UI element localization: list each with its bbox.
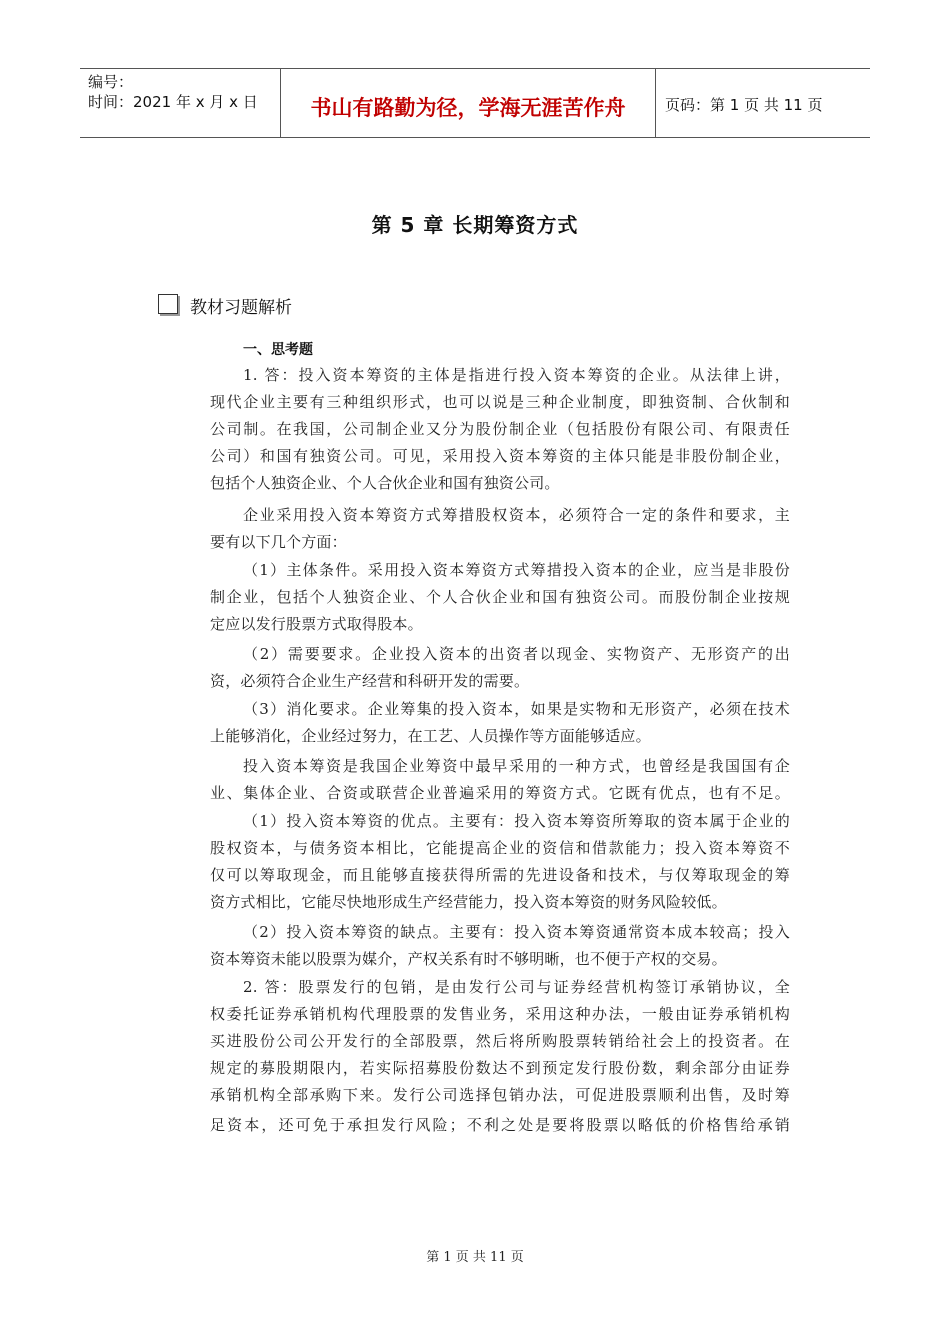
body-line: 现代企业主要有三种组织形式，也可以说是三种企业制度，即独资制、合伙制和 <box>210 393 790 411</box>
body-line: 企业采用投入资本筹资方式筹措股权资本，必须符合一定的条件和要求，主 <box>243 506 790 524</box>
document-number-label: 编号： <box>88 73 134 91</box>
body-line: 业、集体企业、合资或联营企业普遍采用的筹资方式。它既有优点，也有不足。 <box>210 784 790 802</box>
body-line: 资本筹资未能以股票为媒介，产权关系有时不够明晰，也不便于产权的交易。 <box>210 950 727 968</box>
body-line: 制企业，包括个人独资企业、个人合伙企业和国有独资公司。而股份制企业按规 <box>210 588 790 606</box>
body-line: （1）投入资本筹资的优点。主要有：投入资本筹资所筹取的资本属于企业的 <box>243 812 790 830</box>
body-line: 2. 答：股票发行的包销，是由发行公司与证券经营机构签订承销协议，全 <box>243 978 790 996</box>
body-line: 公司）和国有独资公司。可见，采用投入资本筹资的主体只能是非股份制企业， <box>210 447 790 465</box>
header-meta <box>80 69 280 137</box>
body-line: 足资本，还可免于承担发行风险；不利之处是要将股票以略低的价格售给承销 <box>210 1116 790 1134</box>
header-page-cell <box>655 69 870 137</box>
body-line: 包括个人独资企业、个人合伙企业和国有独资公司。 <box>210 474 560 492</box>
subsection-title: 一、思考题 <box>243 342 313 358</box>
body-line: 仅可以筹取现金，而且能够直接获得所需的先进设备和技术，与仅筹取现金的筹 <box>210 866 790 884</box>
body-line: 公司制。在我国，公司制企业又分为股份制企业（包括股份有限公司、有限责任 <box>210 420 790 438</box>
checkbox-icon <box>158 294 178 314</box>
body-line: 投入资本筹资是我国企业筹资中最早采用的一种方式，也曾经是我国国有企 <box>243 757 790 775</box>
body-line: （1）主体条件。采用投入资本筹资方式筹措投入资本的企业，应当是非股份 <box>243 561 790 579</box>
header-page-code: 页码：第 1 页 共 11 页 <box>665 96 823 114</box>
body-line: 上能够消化，企业经过努力，在工艺、人员操作等方面能够适应。 <box>210 727 651 745</box>
body-line: （2）投入资本筹资的缺点。主要有：投入资本筹资通常资本成本较高；投入 <box>243 923 790 941</box>
body-line: 买进股份公司公开发行的全部股票，然后将所购股票转销给社会上的投资者。在 <box>210 1032 790 1050</box>
body-line: （2）需要要求。企业投入资本的出资者以现金、实物资产、无形资产的出 <box>243 645 790 663</box>
body-line: 资，必须符合企业生产经营和科研开发的需要。 <box>210 672 530 690</box>
header-motto: 书山有路勤为径，学海无涯苦作舟 <box>310 96 626 120</box>
body-line: 股权资本，与债务资本相比，它能提高企业的资信和借款能力；投入资本筹资不 <box>210 839 790 857</box>
section-title: 教材习题解析 <box>190 298 292 318</box>
body-line: （3）消化要求。企业筹集的投入资本，如果是实物和无形资产，必须在技术 <box>243 700 790 718</box>
document-date-label: 时间：2021 年 x 月 x 日 <box>88 93 258 111</box>
body-line: 1. 答：投入资本筹资的主体是指进行投入资本筹资的企业。从法律上讲， <box>243 366 790 384</box>
body-line: 定应以发行股票方式取得股本。 <box>210 615 423 633</box>
page-footer: 第 1 页 共 11 页 <box>426 1250 524 1265</box>
chapter-title: 第 5 章 长期筹资方式 <box>371 213 579 237</box>
document-header <box>80 68 870 138</box>
body-line: 要有以下几个方面： <box>210 533 347 551</box>
body-line: 规定的募股期限内，若实际招募股份数达不到预定发行股份数，剩余部分由证券 <box>210 1059 790 1077</box>
body-line: 权委托证券承销机构代理股票的发售业务，采用这种办法，一般由证券承销机构 <box>210 1005 790 1023</box>
header-motto-cell <box>280 69 656 137</box>
body-line: 资方式相比，它能尽快地形成生产经营能力，投入资本筹资的财务风险较低。 <box>210 893 727 911</box>
body-line: 承销机构全部承购下来。发行公司选择包销办法，可促进股票顺利出售，及时筹 <box>210 1086 790 1104</box>
